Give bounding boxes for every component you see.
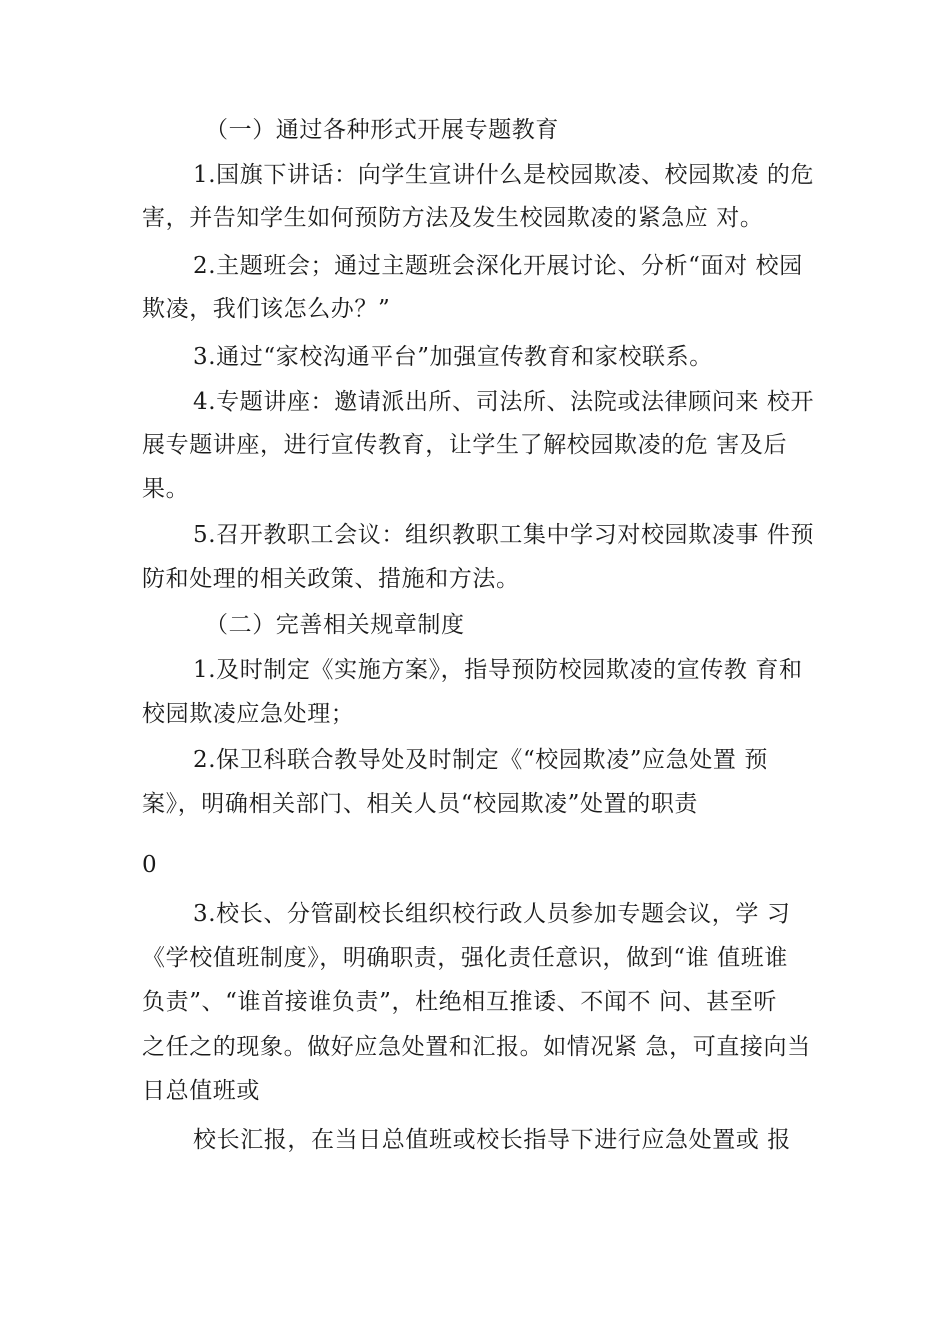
paragraph-line: 日总值班或 [142,1078,260,1104]
paragraph-line: 3.校长、分管副校长组织校行政人员参加专题会议，学 习 [193,901,791,927]
paragraph-line: 3.通过“家校沟通平台”加强宣传教育和家校联系。 [193,344,713,370]
paragraph-line: 1.及时制定《实施方案》，指导预防校园欺凌的宣传教 育和 [193,657,803,683]
paragraph-line: 《学校值班制度》，明确职责，强化责任意识，做到“谁 值班谁 [142,945,788,971]
section-heading-1: （一）通过各种形式开展专题教育 [205,117,559,143]
paragraph-line: 4.专题讲座：邀请派出所、司法所、法院或法律顾问来 校开 [193,389,815,415]
paragraph-line: 5.召开教职工会议：组织教职工集中学习对校园欺凌事 件预 [193,522,815,548]
paragraph-line: 2.主题班会；通过主题班会深化开展讨论、分析“面对 校园 [193,253,803,279]
paragraph-line: 果。 [142,476,190,502]
paragraph-line: 1.国旗下讲话：向学生宣讲什么是校园欺凌、校园欺凌 的危 [193,162,815,188]
paragraph-line: 负责”、“谁首接谁负责”，杜绝相互推诿、不闻不 问、甚至听 [142,989,777,1015]
paragraph-line: 之任之的现象。做好应急处置和汇报。如情况紧 急，可直接向当 [142,1034,811,1060]
paragraph-line: 防和处理的相关政策、措施和方法。 [142,566,520,592]
paragraph-line: 欺凌，我们该怎么办？” [142,296,391,322]
paragraph-line: 案》，明确相关部门、相关人员“校园欺凌”处置的职责 [142,791,699,817]
paragraph-line: 展专题讲座，进行宣传教育，让学生了解校园欺凌的危 害及后 [142,432,788,458]
paragraph-line: 2.保卫科联合教导处及时制定《“校园欺凌”应急处置 预 [193,747,768,773]
paragraph-line: 害，并告知学生如何预防方法及发生校园欺凌的紧急应 对。 [142,205,764,231]
paragraph-line: 0 [142,852,158,878]
section-heading-2: （二）完善相关规章制度 [205,612,465,638]
paragraph-line: 校长汇报，在当日总值班或校长指导下进行应急处置或 报 [193,1127,791,1153]
paragraph-line: 校园欺凌应急处理； [142,701,355,727]
